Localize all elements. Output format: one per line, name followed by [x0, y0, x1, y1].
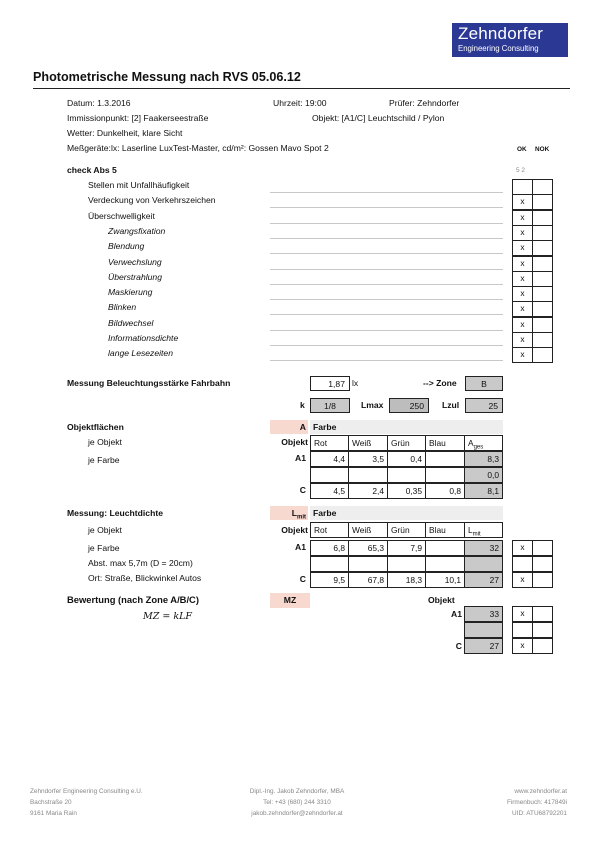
table-col-header: Grün — [387, 435, 426, 451]
total-header-sub: ges — [473, 444, 484, 451]
ok-header: OK — [517, 146, 527, 153]
check-nok-cell — [532, 210, 553, 226]
table-total-header — [464, 435, 503, 451]
check-ref: 5 2 — [516, 167, 525, 174]
leuchtdichte-objekt-col: Objekt — [281, 525, 308, 535]
table-cell: 9,5 — [310, 572, 349, 588]
check-ok-cell: x — [512, 210, 533, 226]
k-label: k — [300, 400, 305, 410]
table-cell: 0,4 — [387, 451, 426, 467]
table-col-header: Grün — [387, 522, 426, 538]
check-item-label: Blinken — [108, 302, 137, 313]
check-item-rule — [270, 238, 503, 239]
table-col-header: Weiß — [348, 435, 388, 451]
table-row-object: A1 — [295, 542, 306, 552]
check-ok-cell: x — [512, 286, 533, 302]
check-nok-cell — [532, 240, 553, 256]
check-nok-cell — [532, 301, 553, 317]
table-cell: 6,8 — [310, 540, 349, 556]
check-item-rule — [270, 253, 503, 254]
check-ok-cell — [512, 179, 533, 195]
check-item-label: Verdeckung von Verkehrszeichen — [88, 195, 216, 206]
check-ok-cell: x — [512, 317, 533, 333]
bewertung-ok-cell: x — [512, 606, 533, 622]
footer-center-line: jakob.zehndorfer@zehndorfer.at — [251, 810, 343, 817]
check-item-label: Bildwechsel — [108, 317, 154, 328]
check-item-label: Informationsdichte — [108, 333, 179, 343]
check-item-rule — [270, 345, 503, 346]
leuchtdichte-farbe: Farbe — [310, 506, 503, 520]
table-col-header: Weiß — [348, 522, 388, 538]
table-cell — [310, 556, 349, 572]
leuchtdichte-note: Ort: Straße, Blickwinkel Autos — [88, 573, 202, 583]
page-title: Photometrische Messung nach RVS 05.06.12 — [33, 70, 301, 84]
check-nok-cell — [532, 225, 553, 241]
objektflaechen-heading: Objektflächen — [67, 422, 124, 432]
meta-pruefer: Prüfer: Zehndorfer — [389, 98, 460, 108]
bewertung-value-cell — [464, 622, 503, 638]
mz-formula: MZ = kLF — [143, 611, 192, 622]
bewertung-nok-cell — [532, 622, 553, 638]
check-item-label: Überstrahlung — [108, 271, 162, 282]
k-value: 1/8 — [310, 398, 350, 413]
footer-right-line: Firmenbuch: 417849i — [506, 799, 567, 806]
check-ok-cell: x — [512, 194, 533, 210]
check-item-rule — [270, 269, 503, 270]
footer-left-line: Zehndorfer Engineering Consulting e.U. — [30, 788, 143, 795]
table-cell — [425, 451, 465, 467]
bewertung-nok-cell — [532, 638, 553, 654]
check-item-label: Überschwelligkeit — [88, 210, 155, 221]
meta-immission: Immissionpunkt: [2] Faakerseestraße — [67, 113, 209, 123]
bewertung-nok-cell — [532, 606, 553, 622]
table-total-cell — [464, 556, 503, 572]
table-ok-cell: x — [512, 540, 533, 556]
check-item-label: Zwangsfixation — [108, 225, 166, 236]
nok-header: NOK — [535, 146, 550, 153]
table-total-cell: 32 — [464, 540, 503, 556]
check-nok-cell — [532, 256, 553, 272]
leuchtdichte-note: Abst. max 5,7m (D = 20cm) — [88, 558, 193, 568]
total-header-main: A — [468, 438, 474, 448]
check-ok-cell: x — [512, 347, 533, 363]
table-cell — [425, 556, 465, 572]
table-cell: 0,35 — [387, 483, 426, 499]
bewertung-ok-cell: x — [512, 638, 533, 654]
table-cell — [425, 467, 465, 483]
table-total-header — [464, 522, 503, 538]
logo-name: Zehndorfer — [458, 24, 544, 43]
objektflaechen-objekt-col: Objekt — [281, 437, 308, 447]
table-nok-cell — [532, 540, 553, 556]
lmax-value: 250 — [389, 398, 429, 413]
bewertung-row-object: A1 — [451, 609, 462, 619]
check-ok-cell: x — [512, 301, 533, 317]
check-item-label: Stellen mit Unfallhäufigkeit — [88, 180, 190, 190]
table-cell: 18,3 — [387, 572, 426, 588]
table-cell — [387, 556, 426, 572]
leuchtdichte-note: je Objekt — [88, 525, 122, 535]
check-ok-cell: x — [512, 240, 533, 256]
meta-wetter: Wetter: Dunkelheit, klare Sicht — [67, 128, 183, 138]
table-cell — [348, 467, 388, 483]
table-col-header: Rot — [310, 435, 349, 451]
lzul-value: 25 — [465, 398, 503, 413]
check-item-rule — [270, 360, 503, 361]
objektflaechen-je-farbe: je Farbe — [88, 455, 120, 465]
bewertung-row-object: C — [455, 641, 462, 651]
table-total-cell: 27 — [464, 572, 503, 588]
footer-right-line: www.zehndorfer.at — [514, 788, 567, 795]
bewertung-objekt-label: Objekt — [428, 595, 455, 605]
meta-geraete: Meßgeräte:lx: Laserline LuxTest-Master, cd/m²: Gossen Mavo Spot 2 — [67, 143, 329, 153]
bewertung-ok-cell — [512, 622, 533, 638]
table-cell — [348, 556, 388, 572]
footer-right-line: UID: ATU68792201 — [512, 810, 567, 817]
table-total-cell: 0,0 — [464, 467, 503, 483]
company-logo — [452, 23, 568, 57]
footer-center-line: Dipl.-Ing. Jakob Zehndorfer, MBA — [249, 788, 345, 795]
footer-left-line: 9161 Maria Rain — [30, 810, 77, 817]
check-item-rule — [270, 192, 503, 193]
table-col-header: Rot — [310, 522, 349, 538]
check-nok-cell — [532, 271, 553, 287]
beleuchtung-value: 1,87 — [310, 376, 350, 391]
beleuchtung-unit: lx — [352, 378, 359, 388]
check-item-rule — [270, 299, 503, 300]
check-item-label: Maskierung — [108, 287, 153, 298]
zone-label: --> Zone — [423, 378, 457, 388]
table-cell — [425, 540, 465, 556]
table-cell — [387, 467, 426, 483]
table-cell: 67,8 — [348, 572, 388, 588]
check-item-rule — [270, 284, 503, 285]
check-nok-cell — [532, 286, 553, 302]
bewertung-symbol: MZ — [270, 593, 310, 608]
bewertung-value-cell: 33 — [464, 606, 503, 622]
check-item-label: Blendung — [108, 241, 145, 252]
bewertung-value-cell: 27 — [464, 638, 503, 654]
table-nok-cell — [532, 556, 553, 572]
check-item-rule — [270, 314, 503, 315]
bewertung-heading: Bewertung (nach Zone A/B/C) — [67, 594, 199, 605]
check-ok-cell: x — [512, 271, 533, 287]
check-ok-cell: x — [512, 225, 533, 241]
check-ok-cell: x — [512, 256, 533, 272]
meta-objekt: Objekt: [A1/C] Leuchtschild / Pylon — [312, 113, 445, 123]
table-col-header: Blau — [425, 522, 465, 538]
total-header-sub: mit — [472, 531, 481, 538]
leuchtdichte-note: je Farbe — [88, 543, 120, 553]
table-row-object: A1 — [295, 453, 306, 463]
objektflaechen-je-objekt: je Objekt — [88, 437, 122, 447]
logo-tagline: Engineering Consulting — [458, 44, 539, 53]
table-cell: 4,5 — [310, 483, 349, 499]
zone-value: B — [465, 376, 503, 391]
leuchtdichte-symbol: $L_{mit}$ — [270, 506, 308, 520]
check-nok-cell — [532, 332, 553, 348]
check-nok-cell — [532, 179, 553, 195]
table-row-object: C — [299, 485, 306, 495]
table-col-header: Blau — [425, 435, 465, 451]
objektflaechen-farbe: Farbe — [310, 420, 503, 434]
check-heading: check Abs 5 — [67, 165, 117, 175]
lzul-label: Lzul — [442, 400, 460, 410]
check-item-rule — [270, 223, 503, 224]
objektflaechen-symbol: A — [270, 420, 308, 434]
table-cell — [310, 467, 349, 483]
check-nok-cell — [532, 347, 553, 363]
table-cell: 3,5 — [348, 451, 388, 467]
table-cell: 7,9 — [387, 540, 426, 556]
check-nok-cell — [532, 317, 553, 333]
check-item-rule — [270, 207, 503, 208]
meta-uhrzeit: Uhrzeit: 19:00 — [273, 98, 327, 108]
table-ok-cell: x — [512, 572, 533, 588]
title-rule — [33, 88, 570, 89]
check-item-label: lange Lesezeiten — [108, 348, 173, 359]
check-item-label: Verwechslung — [108, 256, 162, 267]
table-ok-cell — [512, 556, 533, 572]
table-cell: 0,8 — [425, 483, 465, 499]
check-ok-cell: x — [512, 332, 533, 348]
check-nok-cell — [532, 194, 553, 210]
total-header-main: L — [468, 525, 473, 535]
table-total-cell: 8,1 — [464, 483, 503, 499]
table-total-cell: 8,3 — [464, 451, 503, 467]
leuchtdichte-heading: Messung: Leuchtdichte — [67, 508, 163, 518]
table-nok-cell — [532, 572, 553, 588]
check-item-rule — [270, 330, 503, 331]
meta-datum: Datum: 1.3.2016 — [67, 98, 131, 108]
table-row-object: C — [299, 574, 306, 584]
footer-left-line: Bachstraße 20 — [30, 799, 72, 806]
table-cell: 65,3 — [348, 540, 388, 556]
lmax-label: Lmax — [361, 400, 384, 410]
table-cell: 2,4 — [348, 483, 388, 499]
table-cell: 4,4 — [310, 451, 349, 467]
beleuchtung-heading: Messung Beleuchtungsstärke Fahrbahn — [67, 378, 231, 388]
footer-center-line: Tel: +43 (680) 244 3310 — [263, 799, 331, 806]
table-cell: 10,1 — [425, 572, 465, 588]
